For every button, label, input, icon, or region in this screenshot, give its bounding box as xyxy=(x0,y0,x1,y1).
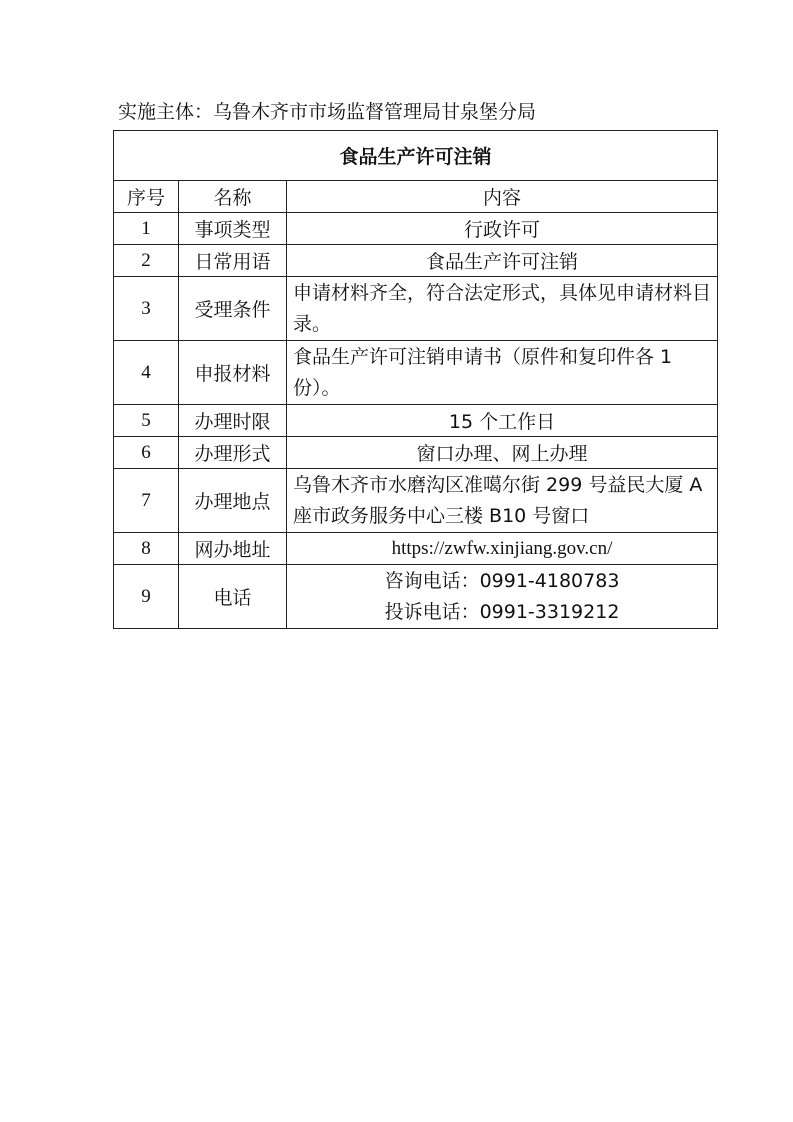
table-header-row xyxy=(114,181,718,213)
row-index: 6 xyxy=(114,437,179,469)
online-address-link[interactable]: https://zwfw.xinjiang.gov.cn/ xyxy=(287,533,718,565)
row-name: 办理地点 xyxy=(179,469,287,533)
table-title: 食品生产许可注销 xyxy=(114,131,718,181)
table-row xyxy=(114,405,718,437)
row-name: 办理时限 xyxy=(179,405,287,437)
service-info-table xyxy=(113,130,718,629)
table-row xyxy=(114,437,718,469)
table-row xyxy=(114,565,718,629)
row-content: 15 个工作日 xyxy=(287,405,718,437)
table-row xyxy=(114,533,718,565)
row-name: 受理条件 xyxy=(179,277,287,341)
row-content: 行政许可 xyxy=(287,213,718,245)
row-name: 事项类型 xyxy=(179,213,287,245)
table-row xyxy=(114,213,718,245)
header-name: 名称 xyxy=(179,181,287,213)
row-content: 乌鲁木齐市水磨沟区准噶尔街 299 号益民大厦 A 座市政务服务中心三楼 B10 号窗口 xyxy=(287,469,718,533)
header-content: 内容 xyxy=(287,181,718,213)
row-index: 7 xyxy=(114,469,179,533)
row-index: 5 xyxy=(114,405,179,437)
complaint-phone: 投诉电话：0991-3319212 xyxy=(384,600,620,623)
row-index: 8 xyxy=(114,533,179,565)
table-title-row xyxy=(114,131,718,181)
row-name: 申报材料 xyxy=(179,341,287,405)
row-index: 3 xyxy=(114,277,179,341)
row-name: 网办地址 xyxy=(179,533,287,565)
row-index: 1 xyxy=(114,213,179,245)
row-index: 9 xyxy=(114,565,179,629)
row-name: 办理形式 xyxy=(179,437,287,469)
table-row xyxy=(114,245,718,277)
table-row xyxy=(114,341,718,405)
table-row xyxy=(114,277,718,341)
table-row xyxy=(114,469,718,533)
row-index: 4 xyxy=(114,341,179,405)
header-index: 序号 xyxy=(114,181,179,213)
row-index: 2 xyxy=(114,245,179,277)
row-content: 申请材料齐全，符合法定形式，具体见申请材料目录。 xyxy=(287,277,718,341)
row-name: 日常用语 xyxy=(179,245,287,277)
implementer-line: 实施主体：乌鲁木齐市市场监督管理局甘泉堡分局 xyxy=(118,101,537,123)
row-name: 电话 xyxy=(179,565,287,629)
consult-phone: 咨询电话：0991-4180783 xyxy=(384,569,620,592)
row-content: 窗口办理、网上办理 xyxy=(287,437,718,469)
row-content-phones xyxy=(287,565,718,629)
row-content: 食品生产许可注销 xyxy=(287,245,718,277)
row-content: 食品生产许可注销申请书（原件和复印件各 1 份）。 xyxy=(287,341,718,405)
